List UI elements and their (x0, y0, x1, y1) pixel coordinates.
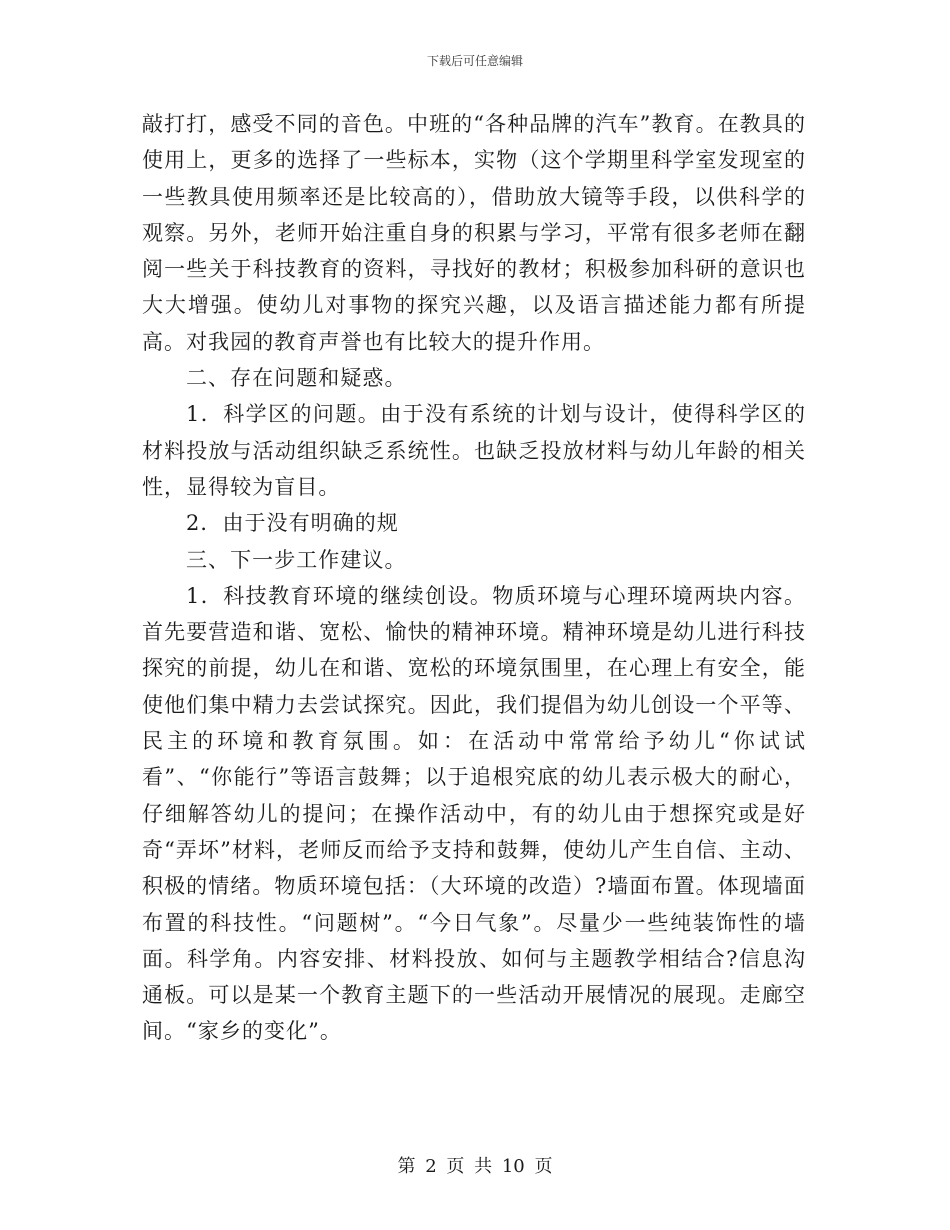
page-number: 第 2 页 共 10 页 (397, 1156, 553, 1177)
section-heading: 二、存在问题和疑惑。 (186, 366, 407, 391)
body-paragraph: 1．科技教育环境的继续创设。物质环境与心理环境两块内容。首先要营造和谐、宽松、愉快的精神环境。精神环境是幼儿进行科技探究的前提，幼儿在和谐、宽松的环境氛围里，在心理上有安全，能使他们集中精力去尝试探究。因此，我们提倡为幼儿创设一个平等、民主的环境和教育氛围。如：在活动中常常给予幼儿“你试试看”、“你能行”等语言鼓舞；以于追根究底的幼儿表示极大的耐心，仔细解答幼儿的提问；在操作活动中，有的幼儿由于想探究或是好奇“弄坏”材料，老师反而给予支持和鼓舞，使幼儿产生自信、主动、积极的情绪。物质环境包括：（大环境的改造）?墙面布置。体现墙面布置的科技性。“问题树”。“今日气象”。尽量少一些纯装饰性的墙面。科学角。内容安排、材料投放、如何与主题教学相结合?信息沟通板。可以是某一个教育主题下的一些活动开展情况的展现。走廊空间。“家乡的变化”。 (142, 583, 806, 1044)
body-paragraph: 2．由于没有明确的规 (186, 511, 399, 536)
section-heading: 三、下一步工作建议。 (186, 547, 407, 572)
body-paragraph: 敲打打，感受不同的音色。中班的“各种品牌的汽车”教育。在教具的使用上，更多的选择了一些标本，实物（这个学期里科学室发现室的一些教具使用频率还是比较高的），借助放大镜等手段，以供科学的观察。另外，老师开始注重自身的积累与学习，平常有很多老师在翻阅一些关于科技教育的资料，寻找好的教材；积极参加科研的意识也大大增强。使幼儿对事物的探究兴趣，以及语言描述能力都有所提高。对我园的教育声誉也有比较大的提升作用。 (142, 112, 806, 354)
document-body (142, 106, 806, 1050)
body-paragraph: 1．科学区的问题。由于没有系统的计划与设计，使得科学区的材料投放与活动组织缺乏系统性。也缺乏投放材料与幼儿年龄的相关性，显得较为盲目。 (142, 402, 806, 499)
page-header: 下载后可任意编辑 (426, 54, 523, 68)
